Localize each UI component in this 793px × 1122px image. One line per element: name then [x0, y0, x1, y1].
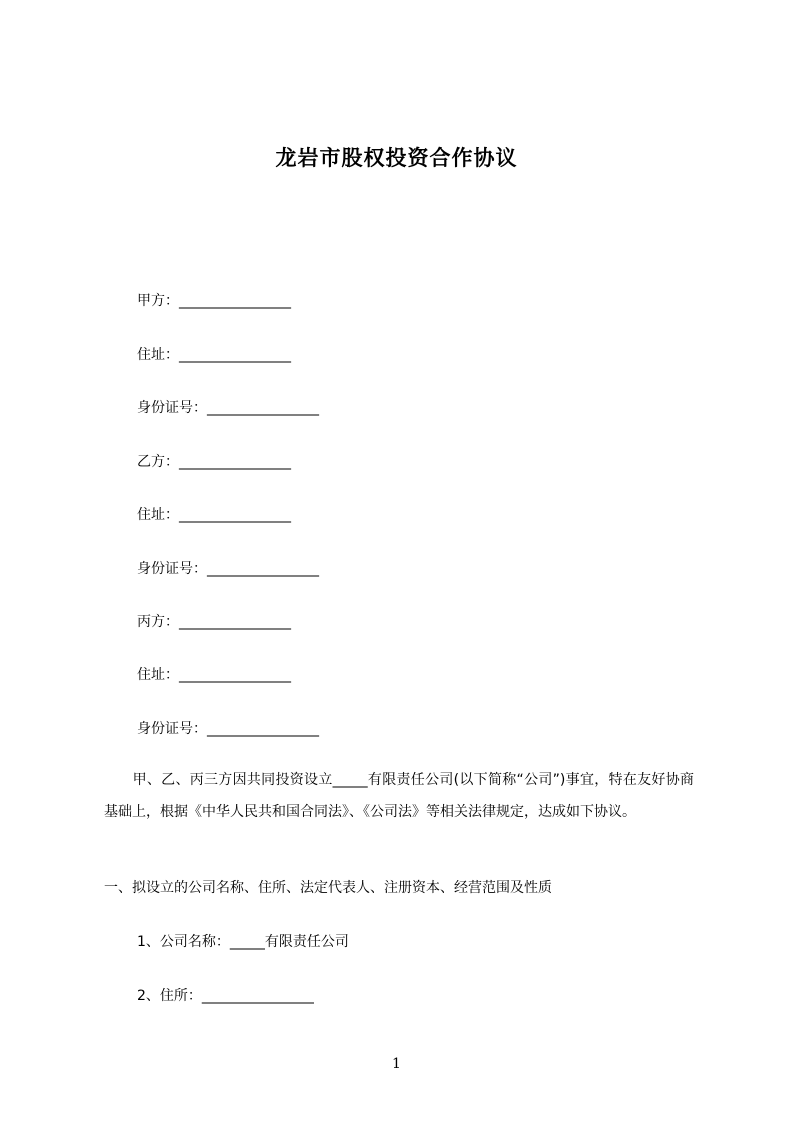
page-number: 1 — [392, 1056, 401, 1072]
party-b-address: 住址：________________ — [137, 507, 291, 523]
party-a-name: 甲方：________________ — [137, 293, 291, 309]
party-c-name: 丙方：________________ — [137, 614, 291, 630]
party-b-id-number: 身份证号：________________ — [137, 561, 319, 577]
intro-paragraph: 甲、乙、丙三方因共同投资设立_____有限责任公司(以下简称“公司”)事宜，特在友好协商基础上，根据《中华人民共和国合同法》、《公司法》等相关法律规定，达成如下协议。 — [104, 772, 694, 820]
party-a-address: 住址：________________ — [137, 347, 291, 363]
clause-company-name: 1、公司名称：_____有限责任公司 — [137, 934, 349, 950]
document-title: 龙岩市股权投资合作协议 — [275, 146, 518, 170]
section-heading: 一、拟设立的公司名称、住所、法定代表人、注册资本、经营范围及性质 — [104, 880, 552, 896]
party-c-address: 住址：________________ — [137, 667, 291, 683]
clause-company-address: 2、住所：________________ — [137, 988, 314, 1004]
party-a-id-number: 身份证号：________________ — [137, 400, 319, 416]
party-c-id-number: 身份证号：________________ — [137, 721, 319, 737]
party-b-name: 乙方：________________ — [137, 454, 291, 470]
